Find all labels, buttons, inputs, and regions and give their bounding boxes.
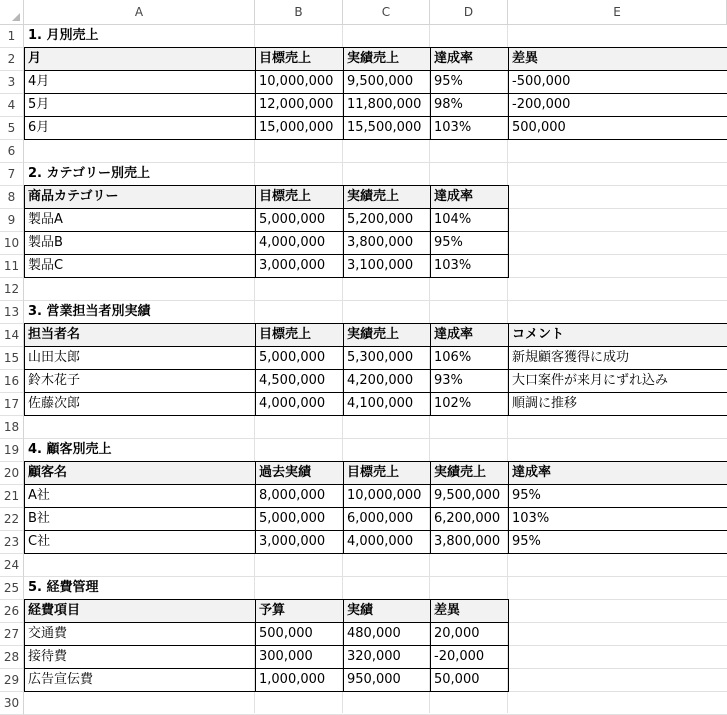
table-cell[interactable]: 480,000: [343, 622, 431, 646]
table-cell[interactable]: 1,000,000: [255, 668, 344, 692]
table-header-cell[interactable]: 差異: [430, 599, 509, 623]
row-header-15[interactable]: 15: [0, 347, 24, 370]
table-header-cell[interactable]: 担当者名: [24, 323, 256, 347]
section-title: 4. 顧客別売上: [28, 442, 112, 457]
table-cell[interactable]: 交通費: [24, 622, 256, 646]
table-cell[interactable]: 5,300,000: [343, 346, 431, 370]
table-cell[interactable]: 3,800,000: [343, 231, 431, 255]
table-cell[interactable]: 3,000,000: [255, 530, 344, 554]
table-cell[interactable]: 102%: [430, 392, 509, 416]
table-cell[interactable]: 4,200,000: [343, 369, 431, 393]
table-cell[interactable]: 12,000,000: [255, 93, 344, 117]
table-cell[interactable]: 5,000,000: [255, 208, 344, 232]
table-cell[interactable]: 500,000: [508, 116, 727, 140]
row-header-22[interactable]: 22: [0, 508, 24, 531]
row-header-1[interactable]: 1: [0, 25, 24, 48]
table-cell[interactable]: 103%: [508, 507, 727, 531]
table-cell[interactable]: 6月: [24, 116, 256, 140]
table-header-cell[interactable]: 経費項目: [24, 599, 256, 623]
table-cell[interactable]: 95%: [508, 530, 727, 554]
table-cell[interactable]: 95%: [430, 231, 509, 255]
table-cell[interactable]: 9,500,000: [343, 70, 431, 94]
row-header-10[interactable]: 10: [0, 232, 24, 255]
row-header-23[interactable]: 23: [0, 531, 24, 554]
section-title: 5. 経費管理: [28, 580, 99, 595]
table-cell[interactable]: 4,000,000: [255, 392, 344, 416]
table-cell[interactable]: 950,000: [343, 668, 431, 692]
row-header-19[interactable]: 19: [0, 439, 24, 462]
table-cell[interactable]: 300,000: [255, 645, 344, 669]
row-header-27[interactable]: 27: [0, 623, 24, 646]
table-cell[interactable]: 佐藤次郎: [24, 392, 256, 416]
row-header-4[interactable]: 4: [0, 94, 24, 117]
row-header-24[interactable]: 24: [0, 554, 24, 577]
section-title: 1. 月別売上: [28, 28, 99, 43]
table-cell[interactable]: -500,000: [508, 70, 727, 94]
table-header-cell[interactable]: 顧客名: [24, 461, 256, 485]
table-cell[interactable]: B社: [24, 507, 256, 531]
table-cell[interactable]: 5,200,000: [343, 208, 431, 232]
table-header-cell[interactable]: 達成率: [508, 461, 727, 485]
row-header-16[interactable]: 16: [0, 370, 24, 393]
table-cell[interactable]: 広告宣伝費: [24, 668, 256, 692]
table-cell[interactable]: 接待費: [24, 645, 256, 669]
row-header-21[interactable]: 21: [0, 485, 24, 508]
row-header-28[interactable]: 28: [0, 646, 24, 669]
table-cell[interactable]: 大口案件が来月にずれ込み: [508, 369, 727, 393]
table-header-cell[interactable]: 商品カテゴリー: [24, 185, 256, 209]
column-header-e[interactable]: E: [508, 0, 727, 25]
table-cell[interactable]: 5月: [24, 93, 256, 117]
table-header-cell[interactable]: 実績売上: [430, 461, 509, 485]
row-header-11[interactable]: 11: [0, 255, 24, 278]
table-cell[interactable]: 95%: [508, 484, 727, 508]
table-cell[interactable]: 103%: [430, 116, 509, 140]
table-cell[interactable]: 6,000,000: [343, 507, 431, 531]
table-header-cell[interactable]: 達成率: [430, 185, 509, 209]
row-header-29[interactable]: 29: [0, 669, 24, 692]
table-cell[interactable]: 5,000,000: [255, 507, 344, 531]
table-cell[interactable]: -20,000: [430, 645, 509, 669]
table-cell[interactable]: 4,100,000: [343, 392, 431, 416]
table-cell[interactable]: 6,200,000: [430, 507, 509, 531]
table-header-cell[interactable]: 実績売上: [343, 185, 431, 209]
row-header-8[interactable]: 8: [0, 186, 24, 209]
row-header-5[interactable]: 5: [0, 117, 24, 140]
row-header-2[interactable]: 2: [0, 48, 24, 71]
column-header-c[interactable]: C: [343, 0, 430, 25]
section-title: 2. カテゴリー別売上: [28, 166, 150, 181]
table-header-cell[interactable]: 差異: [508, 47, 727, 71]
table-cell[interactable]: -200,000: [508, 93, 727, 117]
section-title: 3. 営業担当者別実績: [28, 304, 151, 319]
row-header-26[interactable]: 26: [0, 600, 24, 623]
table-cell[interactable]: 鈴木花子: [24, 369, 256, 393]
table-header-cell[interactable]: 目標売上: [343, 461, 431, 485]
table-cell[interactable]: 製品C: [24, 254, 256, 278]
table-header-cell[interactable]: 過去実績: [255, 461, 344, 485]
table-header-cell[interactable]: 達成率: [430, 47, 509, 71]
table-cell[interactable]: 95%: [430, 70, 509, 94]
table-cell[interactable]: 4,000,000: [343, 530, 431, 554]
row-header-18[interactable]: 18: [0, 416, 24, 439]
row-header-25[interactable]: 25: [0, 577, 24, 600]
row-header-6[interactable]: 6: [0, 140, 24, 163]
row-header-17[interactable]: 17: [0, 393, 24, 416]
table-cell[interactable]: 104%: [430, 208, 509, 232]
table-header-cell[interactable]: 達成率: [430, 323, 509, 347]
table-cell[interactable]: 4,000,000: [255, 231, 344, 255]
table-cell[interactable]: 5,000,000: [255, 346, 344, 370]
table-cell[interactable]: 3,000,000: [255, 254, 344, 278]
table-cell[interactable]: 50,000: [430, 668, 509, 692]
table-cell[interactable]: 製品A: [24, 208, 256, 232]
table-cell[interactable]: 103%: [430, 254, 509, 278]
row-header-20[interactable]: 20: [0, 462, 24, 485]
table-cell[interactable]: A社: [24, 484, 256, 508]
table-cell[interactable]: 320,000: [343, 645, 431, 669]
table-header-cell[interactable]: コメント: [508, 323, 727, 347]
table-header-cell[interactable]: 目標売上: [255, 323, 344, 347]
table-header-cell[interactable]: 目標売上: [255, 185, 344, 209]
table-cell[interactable]: 98%: [430, 93, 509, 117]
select-all-corner[interactable]: [0, 0, 24, 25]
table-cell[interactable]: 9,500,000: [430, 484, 509, 508]
row-header-3[interactable]: 3: [0, 71, 24, 94]
table-cell[interactable]: 10,000,000: [255, 70, 344, 94]
table-header-cell[interactable]: 予算: [255, 599, 344, 623]
table-header-cell[interactable]: 実績売上: [343, 47, 431, 71]
table-cell[interactable]: C社: [24, 530, 256, 554]
table-cell[interactable]: 11,800,000: [343, 93, 431, 117]
row-header-30[interactable]: 30: [0, 692, 24, 715]
row-header-9[interactable]: 9: [0, 209, 24, 232]
table-header-cell[interactable]: 目標売上: [255, 47, 344, 71]
row-header-7[interactable]: 7: [0, 163, 24, 186]
table-cell[interactable]: 新規顧客獲得に成功: [508, 346, 727, 370]
table-header-cell[interactable]: 実績売上: [343, 323, 431, 347]
table-header-cell[interactable]: 実績: [343, 599, 431, 623]
table-cell[interactable]: 10,000,000: [343, 484, 431, 508]
table-header-cell[interactable]: 月: [24, 47, 256, 71]
table-cell[interactable]: 15,000,000: [255, 116, 344, 140]
table-cell[interactable]: 4月: [24, 70, 256, 94]
row-header-13[interactable]: 13: [0, 301, 24, 324]
table-cell[interactable]: 製品B: [24, 231, 256, 255]
table-cell[interactable]: 8,000,000: [255, 484, 344, 508]
table-cell[interactable]: 500,000: [255, 622, 344, 646]
table-cell[interactable]: 93%: [430, 369, 509, 393]
table-cell[interactable]: 15,500,000: [343, 116, 431, 140]
table-cell[interactable]: 山田太郎: [24, 346, 256, 370]
table-cell[interactable]: 106%: [430, 346, 509, 370]
column-header-b[interactable]: B: [255, 0, 343, 25]
row-header-14[interactable]: 14: [0, 324, 24, 347]
table-cell[interactable]: 3,100,000: [343, 254, 431, 278]
column-header-a[interactable]: A: [24, 0, 255, 25]
table-cell[interactable]: 3,800,000: [430, 530, 509, 554]
table-cell[interactable]: 4,500,000: [255, 369, 344, 393]
column-header-d[interactable]: D: [430, 0, 508, 25]
table-cell[interactable]: 20,000: [430, 622, 509, 646]
table-cell[interactable]: 順調に推移: [508, 392, 727, 416]
row-header-12[interactable]: 12: [0, 278, 24, 301]
